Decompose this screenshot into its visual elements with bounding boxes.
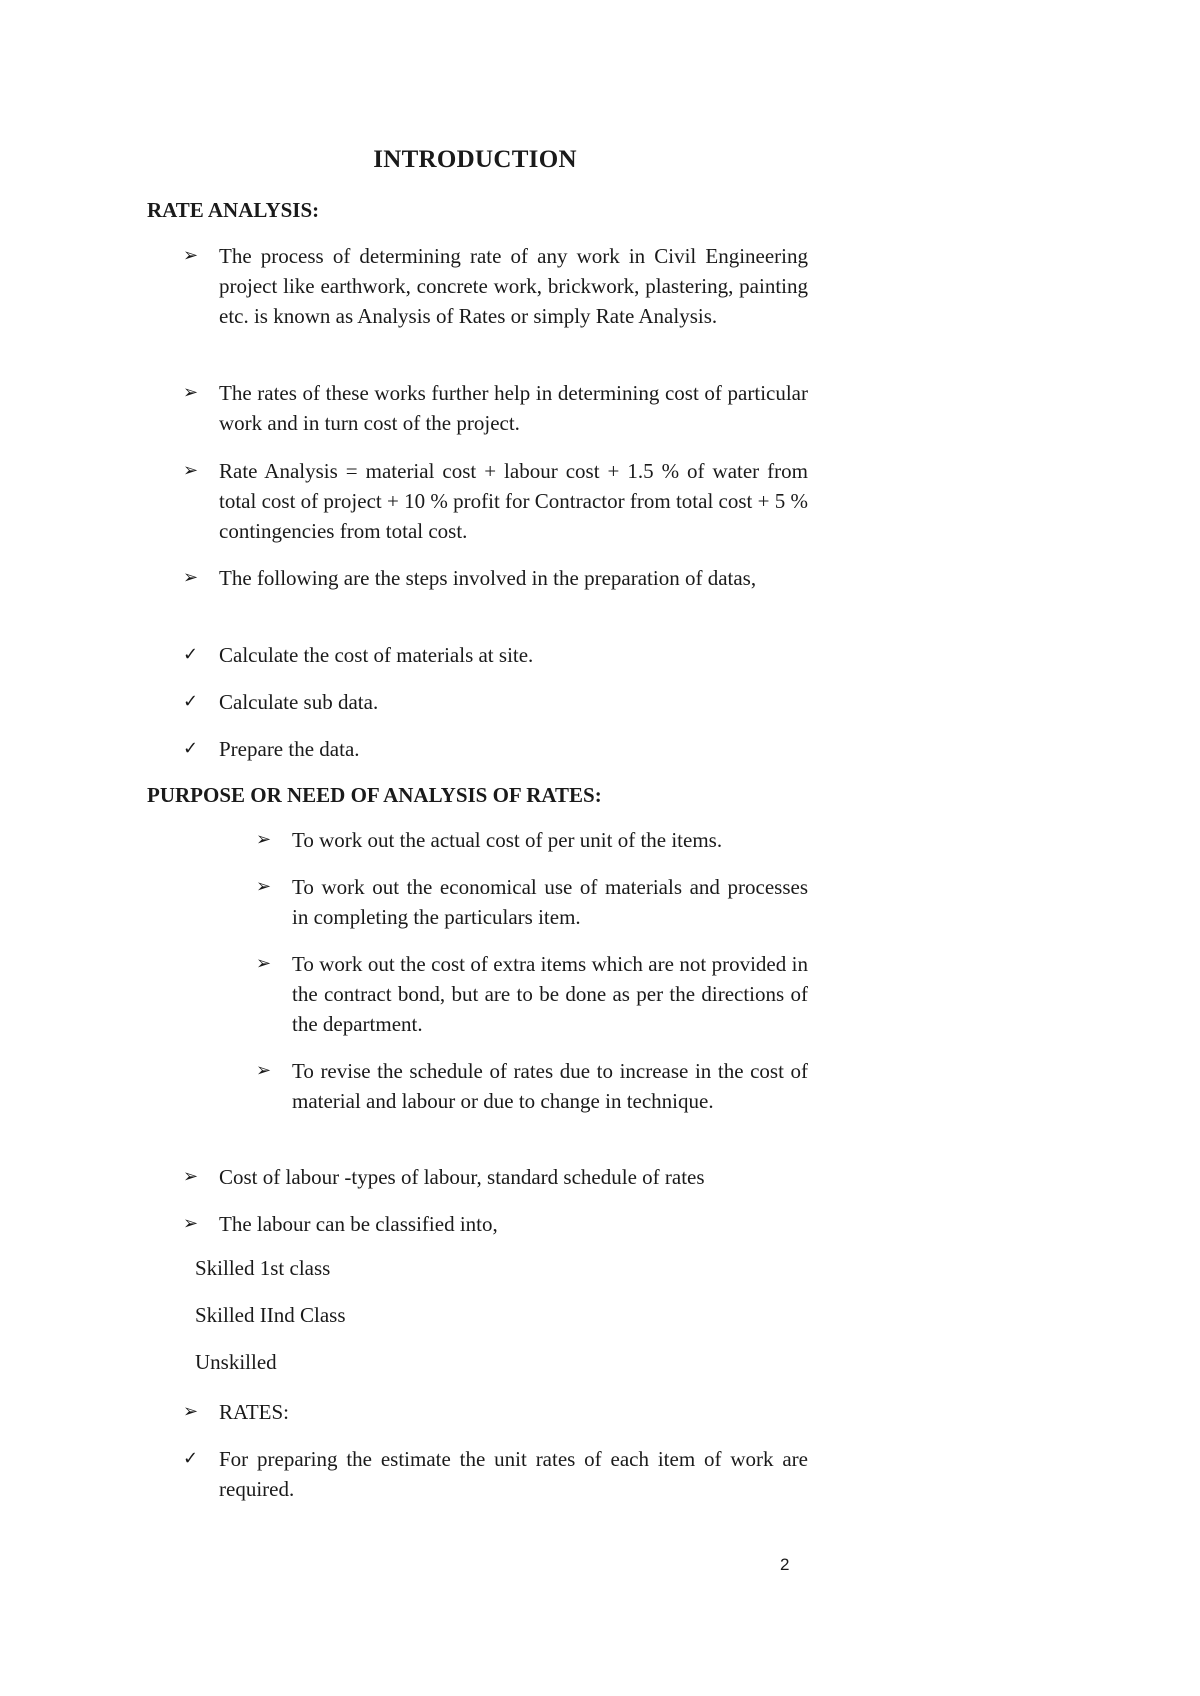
bullet-text: To work out the cost of extra items which are not provided in the contract bond, but are to be done as per the directions of the department. [292, 952, 808, 1036]
page-title: INTRODUCTION [373, 146, 577, 173]
arrow-bullet-icon: ➢ [183, 1401, 199, 1422]
section-heading-rate-analysis: RATE ANALYSIS: [147, 198, 320, 222]
labour-class: Unskilled [195, 1350, 277, 1374]
labour-class: Skilled 1st class [195, 1256, 331, 1280]
bullet-text: The labour can be classified into, [219, 1212, 498, 1236]
checkmark-icon: ✓ [183, 644, 199, 665]
bullet-text: The following are the steps involved in the preparation of datas, [219, 566, 757, 590]
arrow-bullet-icon: ➢ [256, 876, 272, 897]
labour-class: Skilled IInd Class [195, 1303, 346, 1327]
bullet-text: To work out the actual cost of per unit of the items. [292, 828, 723, 852]
section-heading-purpose: PURPOSE OR NEED OF ANALYSIS OF RATES: [147, 783, 602, 807]
arrow-bullet-icon: ➢ [183, 1166, 199, 1187]
arrow-bullet-icon: ➢ [183, 382, 199, 403]
check-text: Calculate sub data. [219, 690, 379, 714]
arrow-bullet-icon: ➢ [256, 829, 272, 850]
arrow-bullet-icon: ➢ [256, 1060, 272, 1081]
page-number: 2 [780, 1555, 790, 1574]
bullet-text: The rates of these works further help in determining cost of particular work and in turn cost of the project. [219, 381, 808, 435]
bullet-text: The process of determining rate of any work in Civil Engineering project like earthwork, concrete work, brickwork, plastering, painting etc. is known as Analysis of Rates or simply Rate Analysis. [219, 244, 808, 328]
check-text: For preparing the estimate the unit rates of each item of work are required. [219, 1447, 808, 1501]
arrow-bullet-icon: ➢ [183, 460, 199, 481]
arrow-bullet-icon: ➢ [183, 567, 199, 588]
bullet-text: Rate Analysis = material cost + labour cost + 1.5 % of water from total cost of project + 10 % profit for Contractor from total cost + 5 % contingencies from total cost. [219, 459, 808, 543]
arrow-bullet-icon: ➢ [183, 245, 199, 266]
bullet-text: Cost of labour -types of labour, standard schedule of rates [219, 1165, 705, 1189]
arrow-bullet-icon: ➢ [256, 953, 272, 974]
checkmark-icon: ✓ [183, 1448, 199, 1469]
check-text: Calculate the cost of materials at site. [219, 643, 534, 667]
bullet-text: RATES: [219, 1400, 290, 1424]
arrow-bullet-icon: ➢ [183, 1213, 199, 1234]
checkmark-icon: ✓ [183, 691, 199, 712]
bullet-text: To revise the schedule of rates due to increase in the cost of material and labour or due to change in technique. [292, 1059, 808, 1113]
bullet-text: To work out the economical use of materials and processes in completing the particulars item. [292, 875, 808, 929]
checkmark-icon: ✓ [183, 738, 199, 759]
check-text: Prepare the data. [219, 737, 360, 761]
